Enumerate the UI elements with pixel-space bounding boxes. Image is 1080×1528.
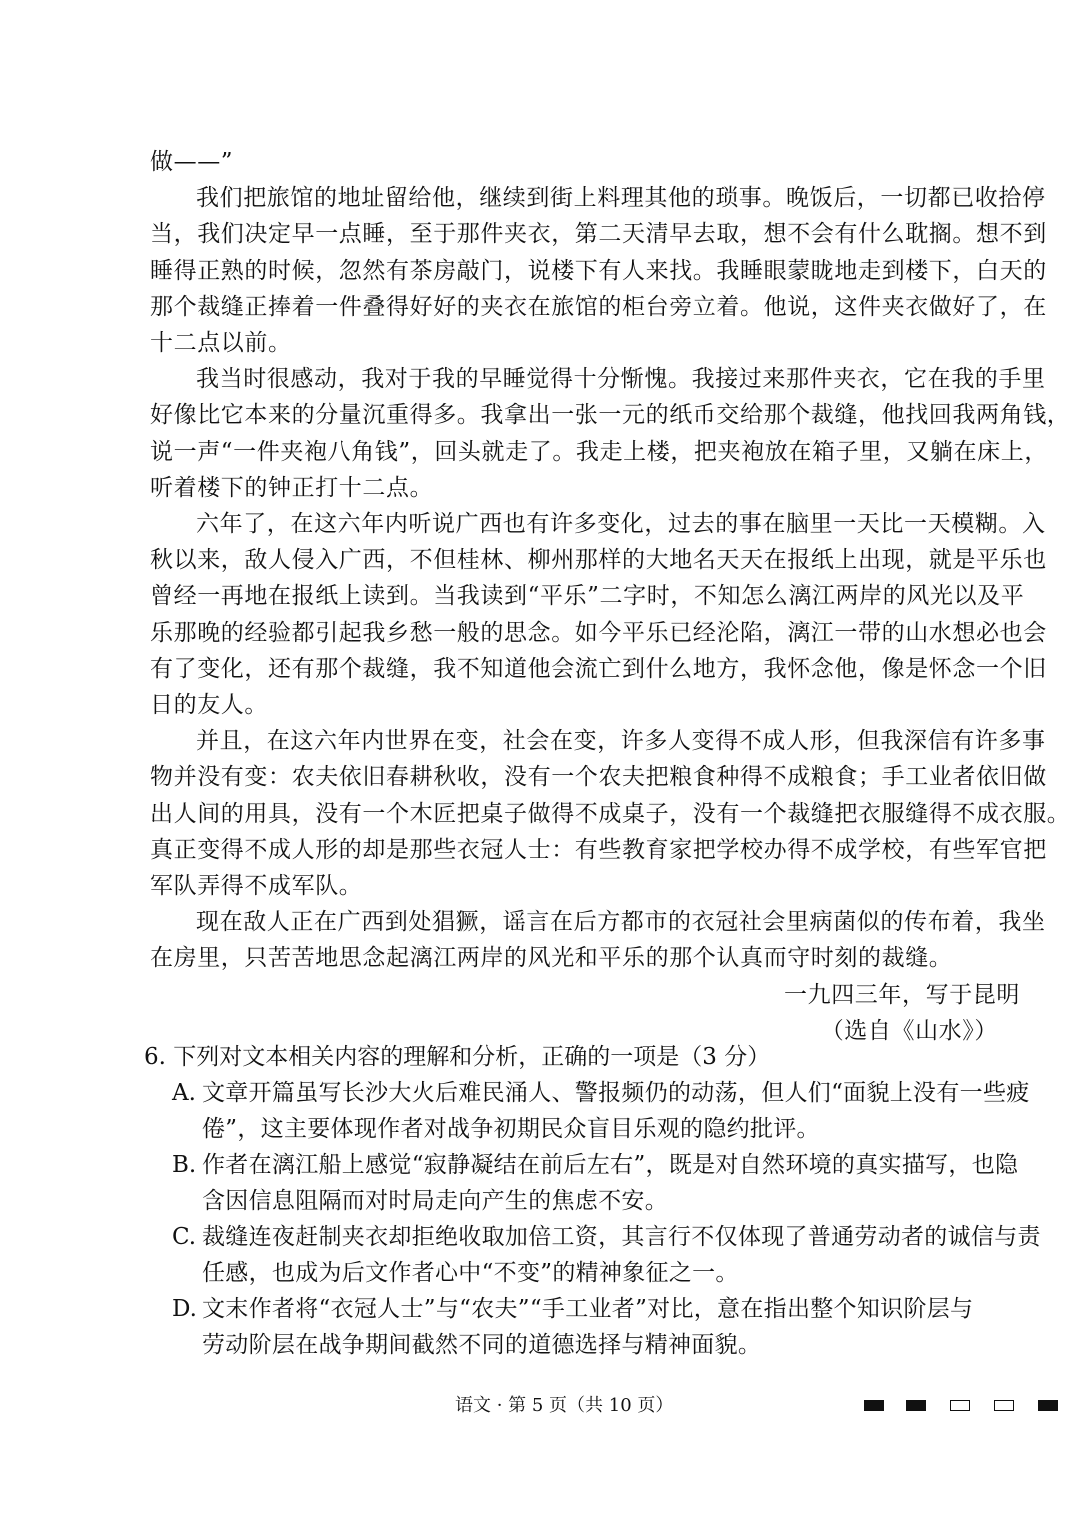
empty-block-icon (994, 1400, 1014, 1411)
paragraph-continuation (150, 144, 1026, 180)
option-text-line: 裁缝连夜赶制夹衣却拒绝收取加倍工资，其言行不仅体现了普通劳动者的诚信与责 (202, 1224, 1041, 1250)
text-line: 听着楼下的钟正打十二点。 (150, 474, 434, 501)
option-a (144, 1075, 1029, 1147)
text-line: 物并没有变：农夫依旧春耕秋收，没有一个农夫把粮食种得不成粮食；手工业者依旧做 (150, 764, 1047, 791)
option-c (144, 1219, 1041, 1291)
text-line: 有了变化，还有那个裁缝，我不知道他会流亡到什么地方，我怀念他，像是怀念一个旧 (150, 655, 1047, 682)
text-line: 乐那晚的经验都引起我乡愁一般的思念。如今平乐已经沦陷，漓江一带的山水想必也会 (150, 619, 1047, 646)
option-letter: C. (172, 1224, 197, 1250)
text-line: 做——” (150, 149, 234, 175)
option-d (144, 1291, 1029, 1363)
text-line: 十二点以前。 (150, 330, 292, 357)
text-line: 六年了，在这六年内听说广西也有许多变化，过去的事在脑里一天比一天模糊。入 (196, 511, 1046, 538)
text-line: 说一声“一件夹袍八角钱”，回头就走了。我走上楼，把夹袍放在箱子里，又躺在床上， (150, 438, 1048, 465)
text-line: 好像比它本来的分量沉重得多。我拿出一张一元的纸币交给那个裁缝，他找回我两角钱， (150, 402, 1071, 429)
text-line: 我当时很感动，我对于我的早睡觉得十分惭愧。我接过来那件夹衣，它在我的手里 (196, 366, 1046, 393)
text-line: 在房里，只苦苦地思念起漓江两岸的风光和平乐的那个认真而守时刻的裁缝。 (150, 945, 953, 972)
text-line: 出人间的用具，没有一个木匠把桌子做得不成桌子，没有一个裁缝把衣服缝得不成衣服。 (150, 800, 1071, 827)
text-line: 曾经一再地在报纸上读到。当我读到“平乐”二字时，不知怎么漓江两岸的风光以及平 (150, 583, 1025, 610)
essay-source: （选自《山水》） (820, 1017, 998, 1044)
text-line: 现在敌人正在广西到处猖獗，谣言在后方都市的衣冠社会里病菌似的传布着，我坐 (196, 909, 1046, 936)
text-line: 军队弄得不成军队。 (150, 873, 363, 900)
text-line: 日的友人。 (150, 692, 268, 719)
option-text-line: 倦”，这主要体现作者对战争初期民众盲目乐观的隐约批评。 (202, 1116, 820, 1142)
question-6 (144, 1039, 1041, 1363)
page-number: 语文 · 第 5 页（共 10 页） (455, 1395, 674, 1416)
paragraph (150, 506, 1047, 723)
option-letter: D. (172, 1296, 197, 1322)
page-footer (0, 1388, 1080, 1428)
text-line: 睡得正熟的时候，忽然有茶房敲门，说楼下有人来找。我睡眼蒙眬地走到楼下，白天的 (150, 257, 1047, 284)
text-line: 当，我们决定早一点睡，至于那件夹衣，第二天清早去取，想不会有什么耽搁。想不到 (150, 221, 1047, 248)
option-text-line: 文章开篇虽写长沙大火后难民涌人、警报频仍的动荡，但人们“面貌上没有一些疲 (202, 1080, 1030, 1106)
option-text-line: 劳动阶层在战争期间截然不同的道德选择与精神面貌。 (202, 1332, 762, 1358)
paragraph (150, 361, 1071, 506)
option-text-line: 任感，也成为后文作者心中“不变”的精神象征之一。 (202, 1260, 739, 1286)
option-letter: B. (172, 1152, 197, 1178)
option-b (144, 1147, 1029, 1219)
question-stem: 6. 下列对文本相关内容的理解和分析，正确的一项是（3 分） (144, 1044, 771, 1070)
paragraph (150, 180, 1047, 361)
option-letter: A. (172, 1080, 196, 1106)
filled-block-icon (864, 1400, 884, 1411)
text-line: 真正变得不成人形的却是那些衣冠人士：有些教育家把学校办得不成学校，有些军官把 (150, 836, 1047, 863)
text-line: 我们把旅馆的地址留给他，继续到街上料理其他的琐事。晚饭后，一切都已收拾停 (196, 185, 1046, 212)
text-line: 那个裁缝正捧着一件叠得好好的夹衣在旅馆的柜台旁立着。他说，这件夹衣做好了，在 (150, 293, 1047, 320)
paragraph (150, 723, 1071, 904)
paragraph (150, 904, 1046, 976)
essay-text (150, 144, 1071, 1049)
option-text-line: 含因信息阻隔而对时局走向产生的焦虑不安。 (202, 1188, 668, 1214)
filled-block-icon (906, 1400, 926, 1411)
filled-block-icon (1038, 1400, 1058, 1411)
empty-block-icon (950, 1400, 970, 1411)
text-line: 秋以来，敌人侵入广西，不但桂林、柳州那样的大地名天天在报纸上出现，就是平乐也 (150, 547, 1047, 574)
option-text-line: 作者在漓江船上感觉“寂静凝结在前后左右”，既是对自然环境的真实描写，也隐 (202, 1152, 1019, 1178)
essay-signature: 一九四三年，写于昆明 (784, 981, 1020, 1008)
text-line: 并且，在这六年内世界在变，社会在变，许多人变得不成人形，但我深信有许多事 (196, 728, 1046, 755)
option-text-line: 文末作者将“衣冠人士”与“农夫”“手工业者”对比，意在指出整个知识阶层与 (202, 1296, 974, 1322)
